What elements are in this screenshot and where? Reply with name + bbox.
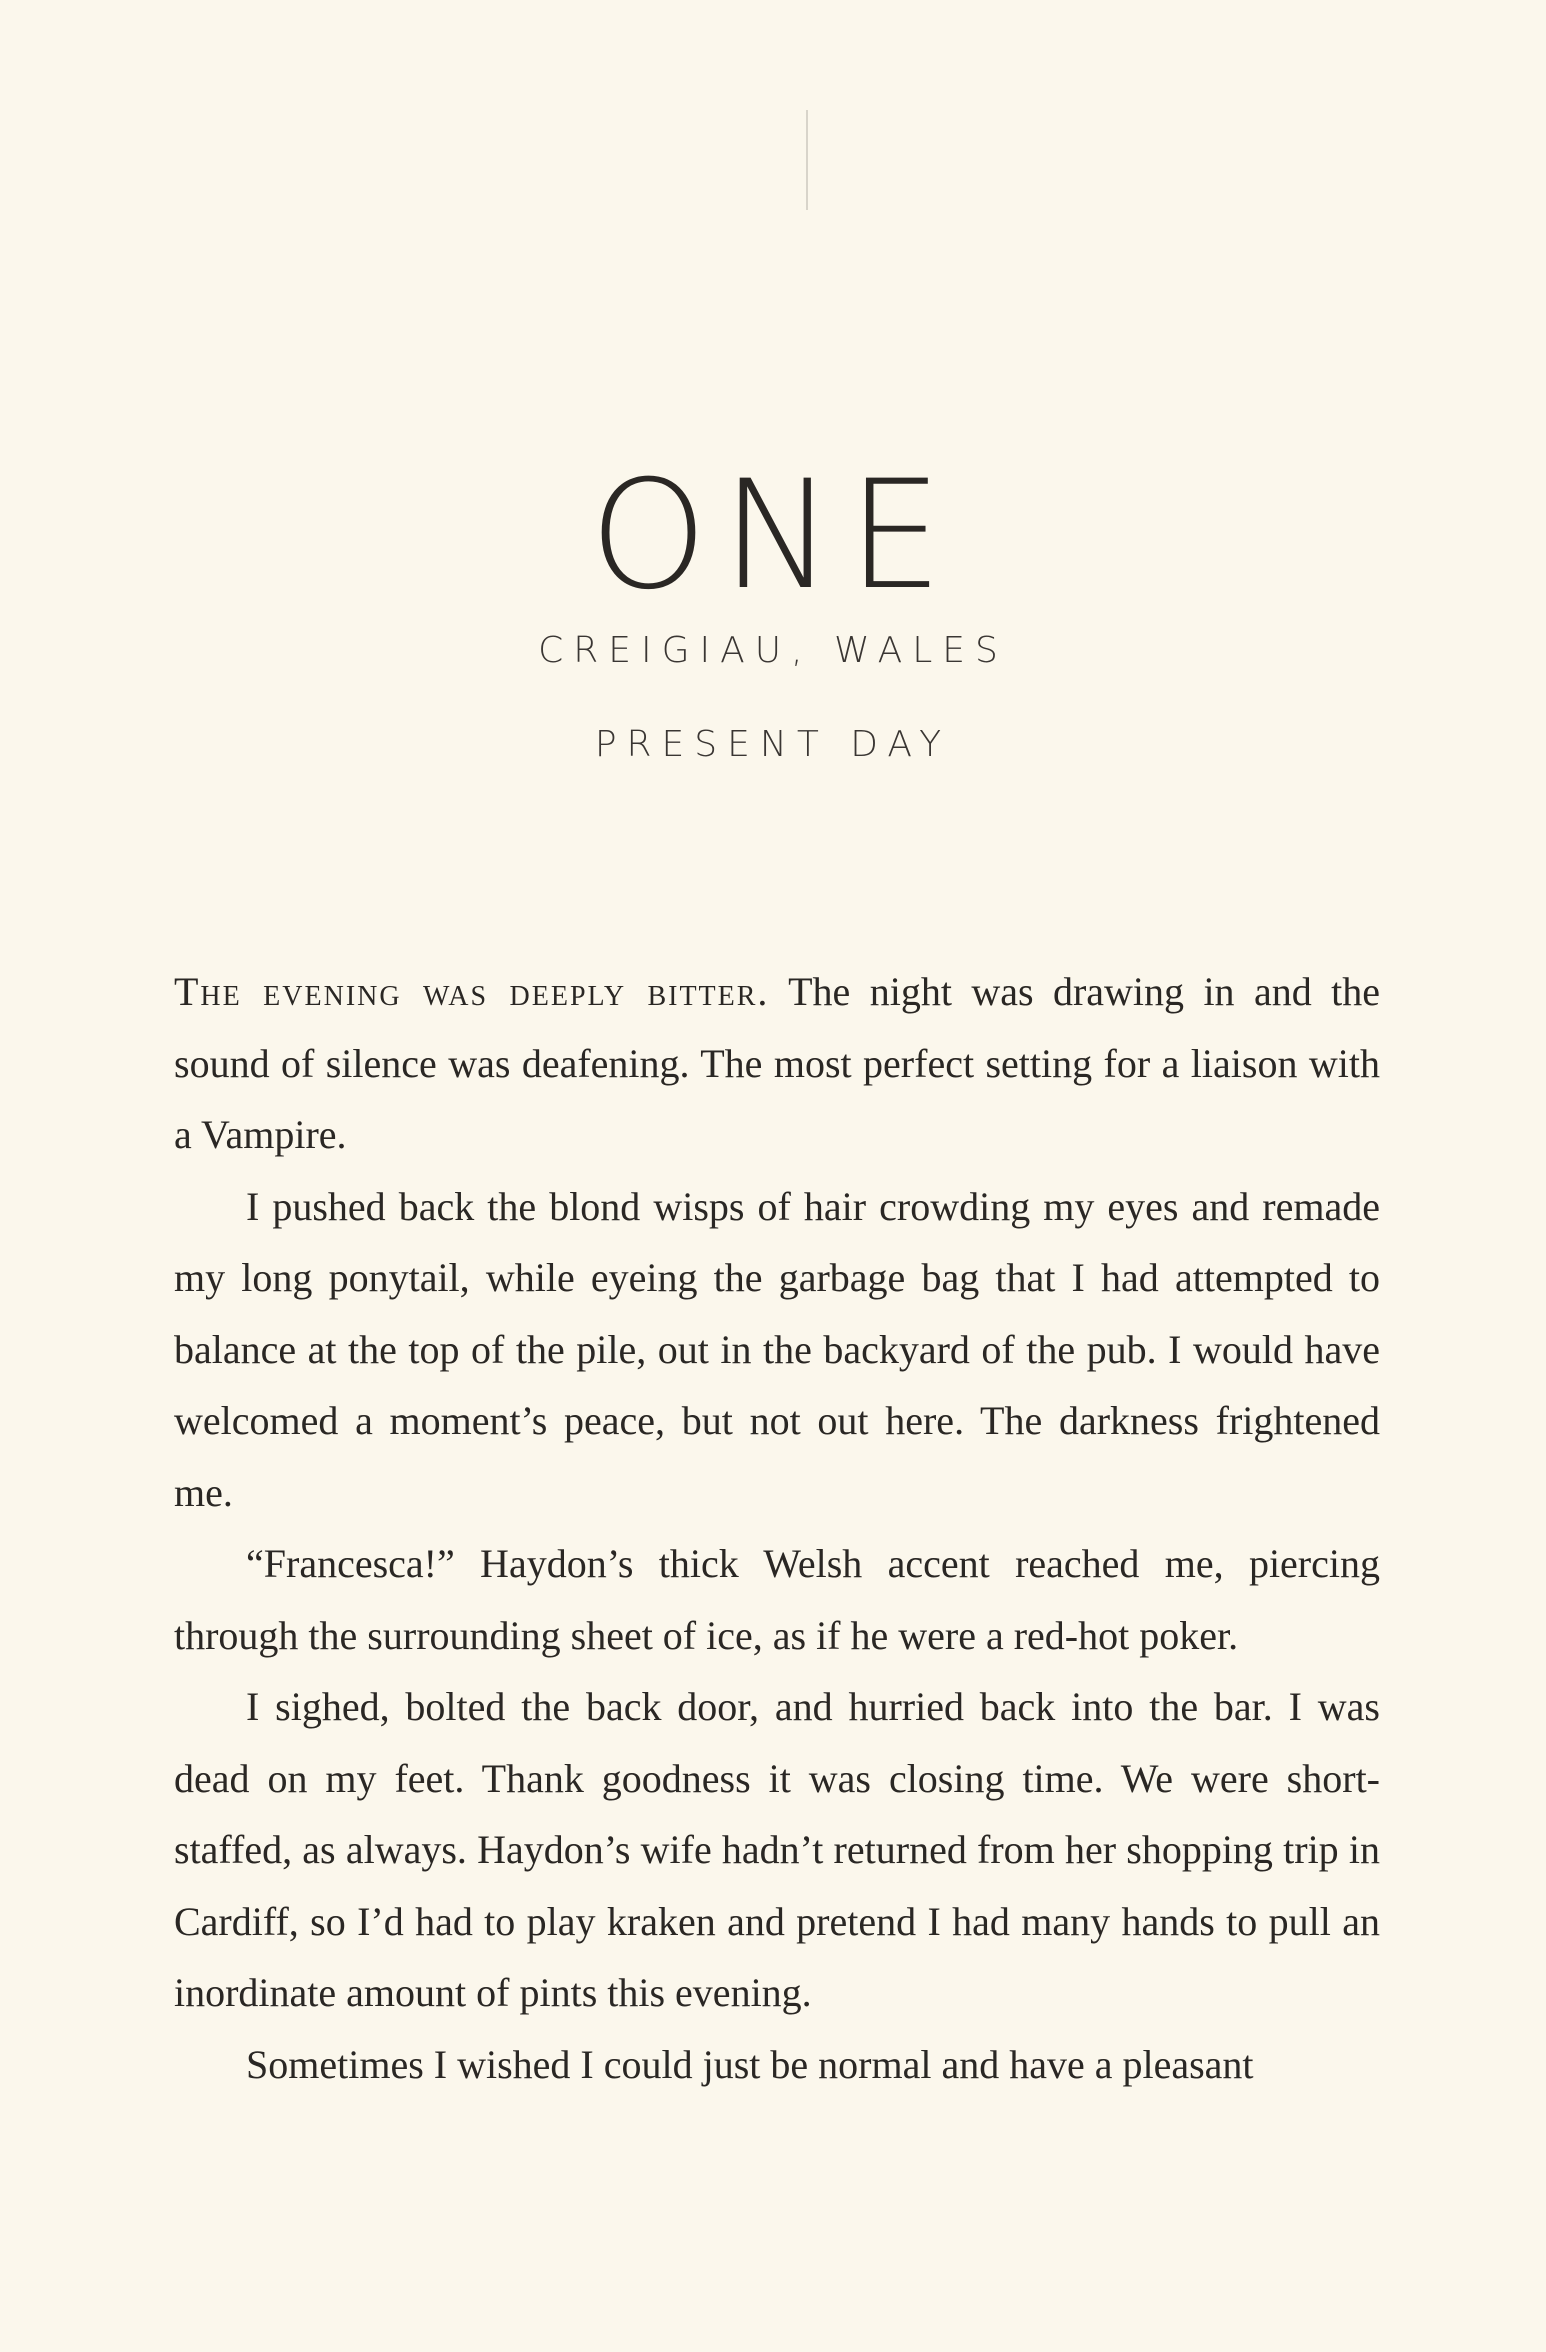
chapter-title: ONE [589,448,957,623]
paragraph-1 [174,956,1380,1171]
paragraph-3: “Francesca!” Haydon’s thick Welsh accent reached me, piercing through the surrounding sheet of ice, as if he were a red-hot poker. [174,1541,1380,1658]
paragraph-2: I pushed back the blond wisps of hair crowding my eyes and remade my long ponytail, while eyeing the garbage bag that I had attempted to balance at the top of the pile, out in the backyard of the pub. I would have welcomed a moment’s peace, but not out here. The darkness frightened me. [174,1183,1380,1515]
paragraph-1-text: The night was drawing in and the sound of silence was deafening. The most perfect setting for a liaison with a Vampire. [174,969,1380,1157]
body-text [174,956,1380,2100]
paragraph-5: Sometimes I wished I could just be normal and have a pleasant [246,2041,1254,2087]
chapter-time: PRESENT DAY [594,724,952,765]
scan-mark [806,110,808,210]
chapter-location: CREIGIAU, WALES [538,630,1008,671]
opening-smallcaps: The evening was deeply bitter. [174,969,770,1014]
paragraph-4: I sighed, bolted the back door, and hurried back into the bar. I was dead on my feet. Thank goodness it was closing time. We were short-staffed, as always. Haydon’s wife hadn’t returned from her shopping trip in Cardiff, so I’d had to play kraken and pretend I had many hands to pull an inordinate amount of pints this evening. [174,1684,1380,2015]
